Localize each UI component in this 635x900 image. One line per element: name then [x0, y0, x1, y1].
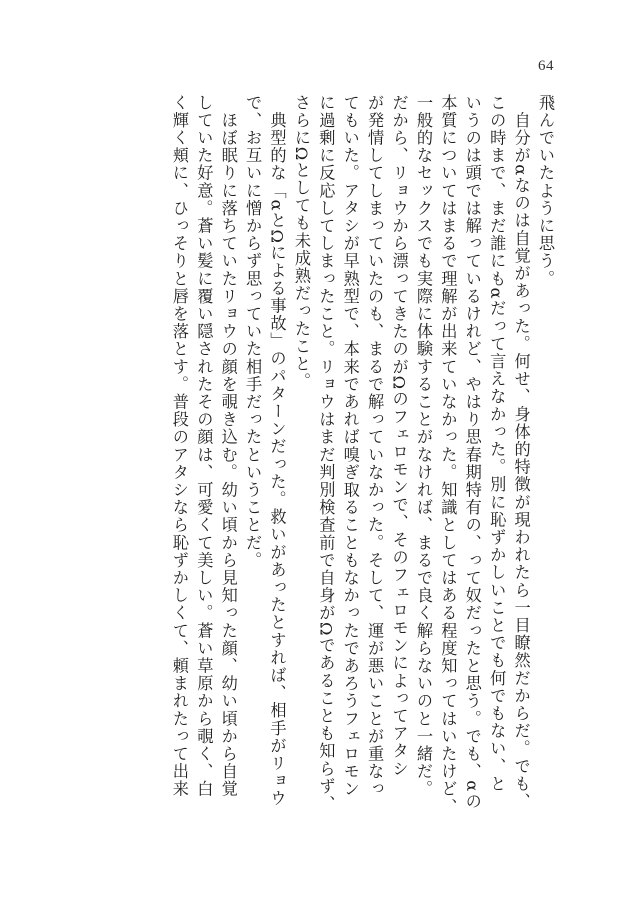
text-line: 一般的なセックスでも実際に体験することがなければ、まるで良く解らないのと一緒だ。 — [413, 94, 433, 798]
text-line: 本質についてはまるで理解が出来ていなかった。知識としてはある程度知ってはいたけど、 — [438, 94, 458, 816]
text-line: に過剰に反応してしまったこと。リョウはまだ判別検査前で自身がΩであることも知らず、 — [316, 94, 336, 813]
text-line: 典型的な「αとΩによる事故」のパターンだった。救いがあったとすれば、相手がリョウ — [267, 94, 287, 808]
text-line: さらにΩとしても未成熟だったこと。 — [291, 94, 311, 391]
text-line: く輝く頬に、ひっそりと唇を落とす。普段のアタシなら恥ずかしくて、頼まれたって出来 — [169, 94, 189, 798]
text-line: いうのは頭では解っているけれど、やはり思春期特有の、って奴だったと思う。でも、αの — [462, 94, 482, 811]
text-line: てもいた。アタシが早熟型で、本来であれば嗅ぎ取ることもなかったであろうフェロモン — [340, 94, 360, 798]
text-line: 飛んでいたように思う。 — [536, 94, 555, 288]
text-line: この時まで、まだ誰にもαだって言えなかった。別に恥ずかしいことでも何でもない、と — [487, 94, 507, 793]
text-line: 自分がαなのは自覚があった。何せ、身体的特徴が現われたら一目瞭然だからだ。でも、 — [511, 94, 531, 811]
body-text — [167, 94, 558, 834]
page-number: 64 — [538, 58, 554, 74]
text-line: が発情してしまっていたのも、まるで解っていなかった。そして、運が悪いことが重なっ — [365, 94, 385, 798]
text-line: で、お互いに憎からず思っていた相手だったということだ。 — [243, 94, 263, 570]
text-line: していた好意。蒼い髪に覆い隠されたその顔は、可愛くて美しい。蒼い草原から覗く、白 — [194, 94, 214, 798]
text-line: ほぼ眠りに落ちていたリョウの顔を覗き込む。幼い頃から見知った顔、幼い頃から自覚 — [218, 94, 238, 798]
text-line: だから、リョウから漂ってきたのがΩのフェロモンで、そのフェロモンによってアタシ — [389, 94, 409, 778]
